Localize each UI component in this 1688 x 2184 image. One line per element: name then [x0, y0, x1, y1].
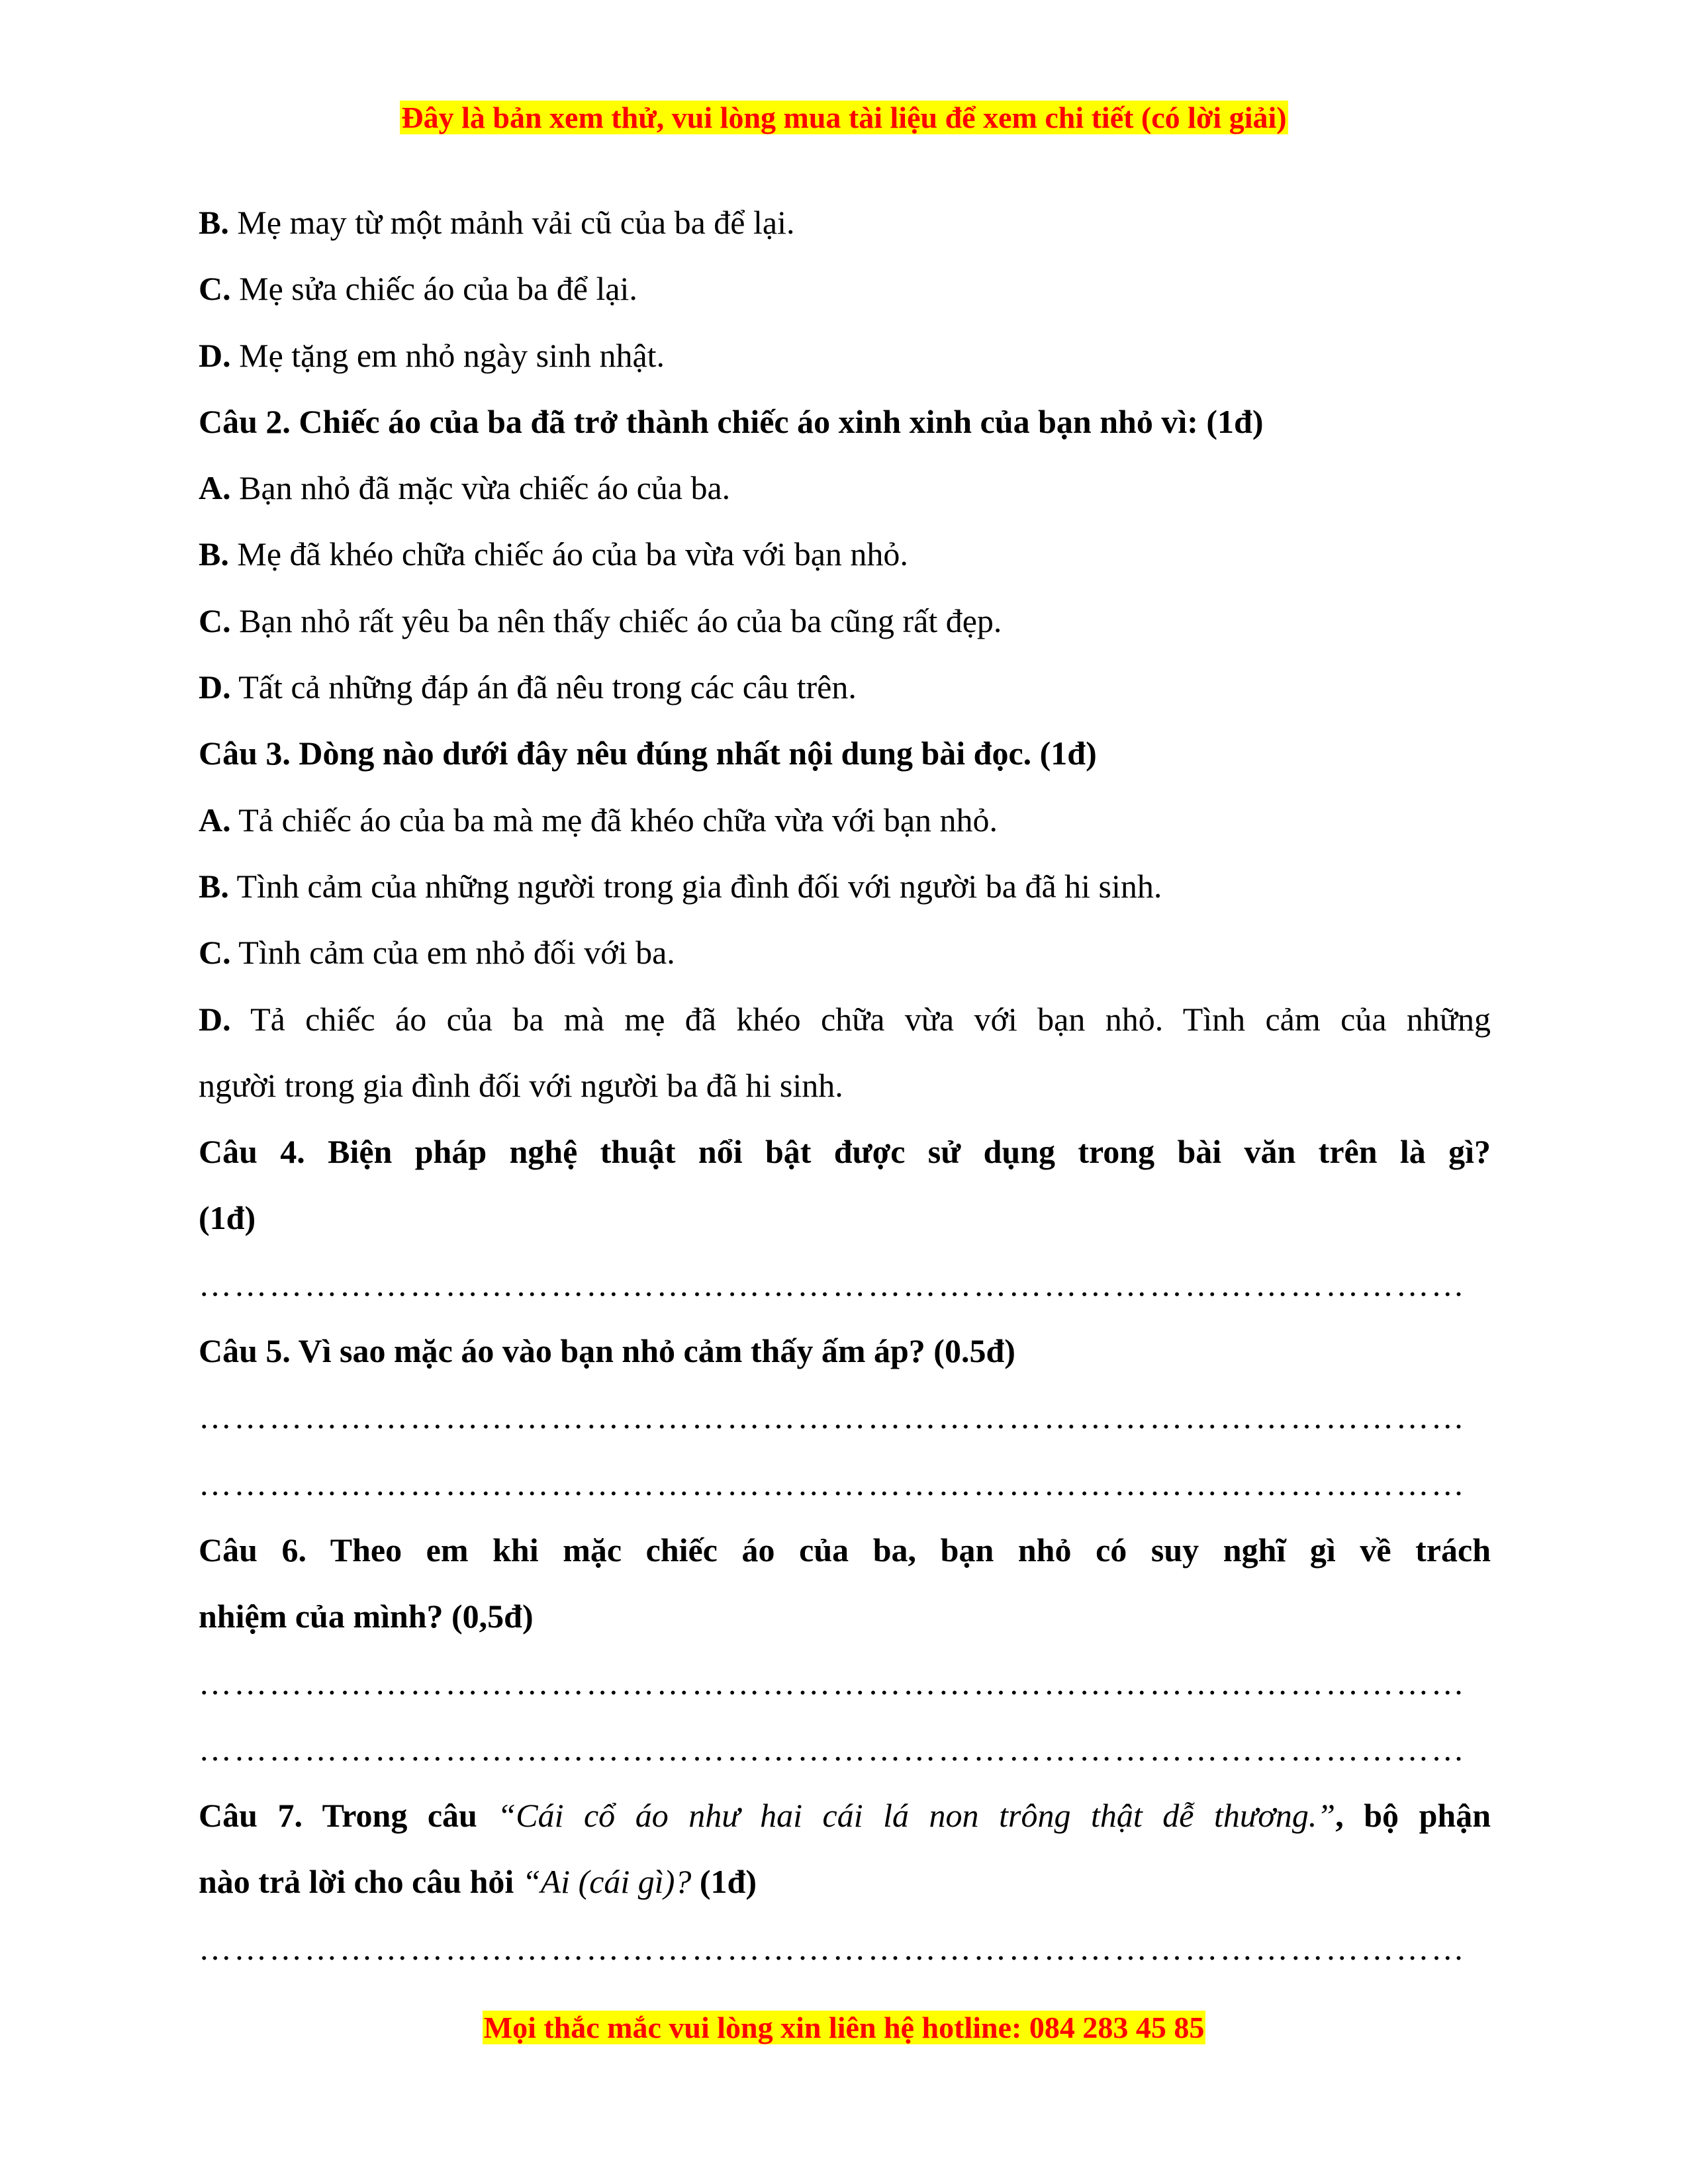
q7-prefix: Câu 7. Trong câu	[199, 1797, 498, 1835]
option-letter: C.	[199, 602, 231, 639]
hotline-text: Mọi thắc mắc vui lòng xin liên hệ hotline: 084 283 45 85	[483, 2011, 1205, 2044]
option-letter: B.	[199, 204, 229, 241]
hotline-banner	[0, 2009, 1688, 2046]
option-text: Mẹ tặng em nhỏ ngày sinh nhật.	[230, 336, 665, 374]
q2-option-a	[199, 455, 1491, 521]
q7-points: (1đ)	[691, 1863, 757, 1901]
option-text: Tình cảm của những người trong gia đình đối với người ba đã hi sinh.	[228, 867, 1162, 905]
q3-option-b	[199, 853, 1491, 919]
q1-option-d	[199, 322, 1491, 388]
option-text: Tả chiếc áo của ba mà mẹ đã khéo chữa vừa với bạn nhỏ. Tình cảm của những	[230, 1000, 1491, 1038]
option-text: Mẹ may từ một mảnh vải cũ của ba để lại.	[228, 204, 795, 241]
worksheet-content	[199, 189, 1491, 1981]
option-text: Bạn nhỏ đã mặc vừa chiếc áo của ba.	[230, 469, 731, 507]
q7-question-quote: “Ai (cái gì)?	[522, 1863, 692, 1901]
option-text: Mẹ sửa chiếc áo của ba để lại.	[230, 270, 637, 308]
option-letter: D.	[199, 336, 231, 374]
q3-option-a	[199, 787, 1491, 853]
q7-line2-prefix: nào trả lời cho câu hỏi	[199, 1863, 522, 1901]
q7-title-line2	[199, 1848, 1491, 1915]
q3-title: Câu 3. Dòng nào dưới đây nêu đúng nhất nội dung bài đọc. (1đ)	[199, 735, 1097, 772]
q2-option-d	[199, 654, 1491, 720]
preview-notice-text: Đây là bản xem thử, vui lòng mua tài liệu để xem chi tiết (có lời giải)	[401, 101, 1287, 134]
option-letter: A.	[199, 801, 231, 839]
q6-answer-line-2[interactable]: ………………………………………………………………………………………………	[199, 1730, 1466, 1768]
q4-title-line1: Câu 4. Biện pháp nghệ thuật nổi bật được sử dụng trong bài văn trên là gì?	[199, 1133, 1491, 1171]
option-letter: D.	[199, 668, 231, 706]
option-text: Tình cảm của em nhỏ đối với ba.	[230, 934, 675, 972]
q1-option-c	[199, 255, 1491, 322]
option-letter: C.	[199, 934, 231, 972]
q7-suffix: , bộ phận	[1335, 1797, 1491, 1835]
q6-title-line2: nhiệm của mình? (0,5đ)	[199, 1598, 534, 1635]
option-text: Tả chiếc áo của ba mà mẹ đã khéo chữa vừa với bạn nhỏ.	[230, 801, 998, 839]
option-text: Bạn nhỏ rất yêu ba nên thấy chiếc áo của ba cũng rất đẹp.	[230, 602, 1002, 639]
q2-option-c	[199, 588, 1491, 654]
q3-option-c	[199, 919, 1491, 985]
q7-answer-line[interactable]: ………………………………………………………………………………………………	[199, 1929, 1466, 1967]
option-text: Mẹ đã khéo chữa chiếc áo của ba vừa với bạn nhỏ.	[228, 535, 908, 573]
q4-title-line2: (1đ)	[199, 1199, 256, 1237]
option-letter: C.	[199, 270, 231, 308]
q6-title-line1: Câu 6. Theo em khi mặc chiếc áo của ba, bạn nhỏ có suy nghĩ gì về trách	[199, 1531, 1491, 1569]
option-letter: B.	[199, 535, 229, 573]
option-letter: B.	[199, 867, 229, 905]
q5-answer-line-1[interactable]: ………………………………………………………………………………………………	[199, 1398, 1466, 1436]
preview-notice-banner	[0, 99, 1688, 136]
q5-answer-line-2[interactable]: ………………………………………………………………………………………………	[199, 1465, 1466, 1502]
q4-answer-line[interactable]: ………………………………………………………………………………………………	[199, 1265, 1466, 1303]
option-text: Tất cả những đáp án đã nêu trong các câu trên.	[230, 668, 857, 706]
option-letter: A.	[199, 469, 231, 507]
q6-answer-line-1[interactable]: ………………………………………………………………………………………………	[199, 1664, 1466, 1702]
q3-option-d-continuation: người trong gia đình đối với người ba đã hi sinh.	[199, 1066, 843, 1104]
q5-title: Câu 5. Vì sao mặc áo vào bạn nhỏ cảm thấy ấm áp? (0.5đ)	[199, 1332, 1015, 1370]
q3-option-d	[199, 986, 1491, 1052]
q1-option-b	[199, 189, 1491, 255]
q7-title-line1	[199, 1782, 1491, 1848]
q2-option-b	[199, 521, 1491, 587]
option-letter: D.	[199, 1000, 231, 1038]
q7-quoted-sentence: “Cái cổ áo như hai cái lá non trông thật dễ thương.”	[497, 1797, 1336, 1835]
q2-title: Câu 2. Chiếc áo của ba đã trở thành chiếc áo xinh xinh của bạn nhỏ vì: (1đ)	[199, 402, 1264, 440]
